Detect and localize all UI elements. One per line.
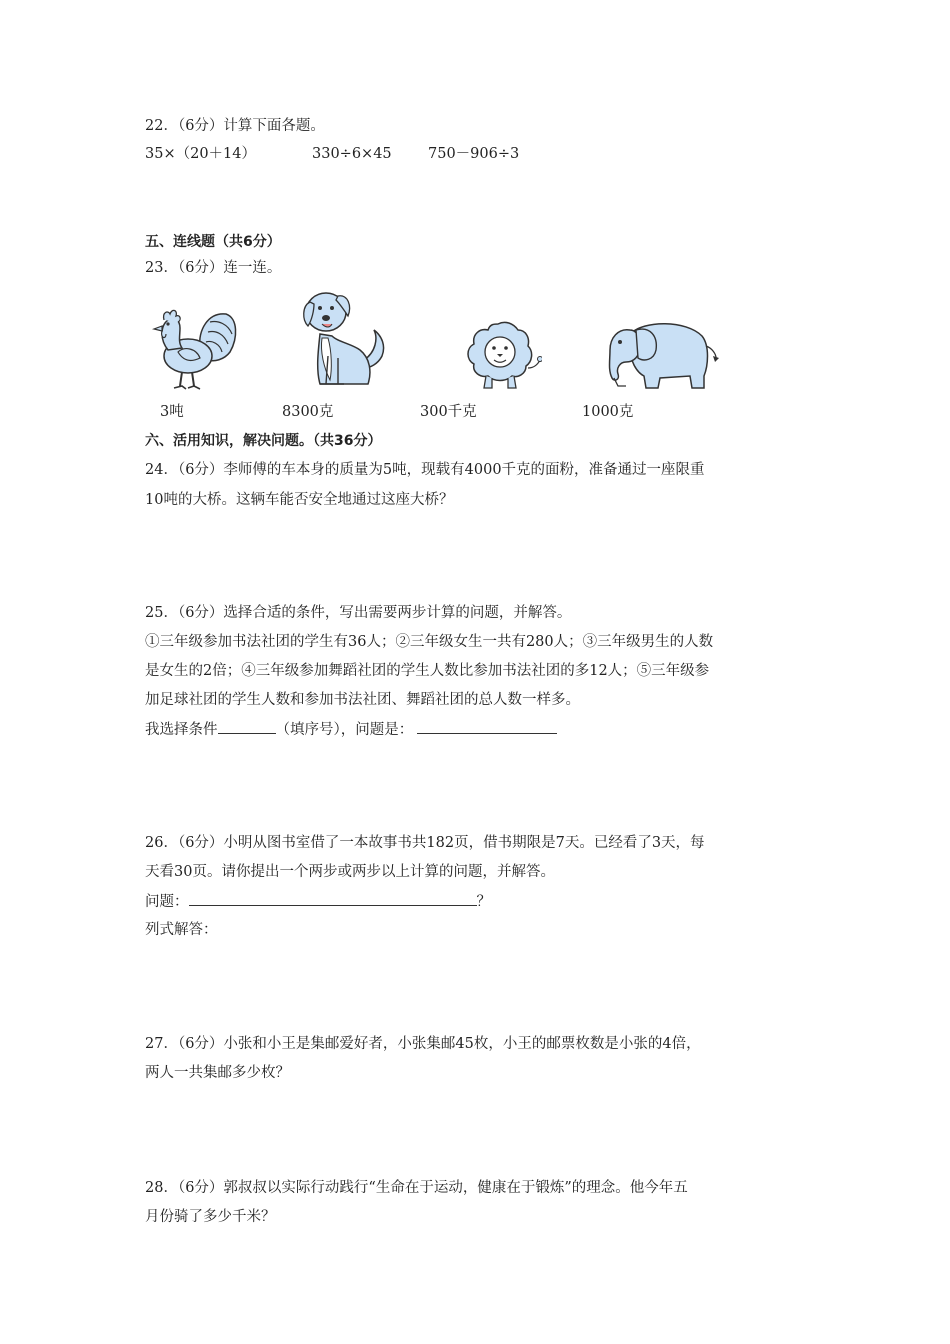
q26-question-line	[145, 891, 491, 912]
rooster-icon	[148, 300, 240, 394]
weight-option-1: 3吨	[160, 404, 184, 420]
q22-expression-2: 330÷6×45	[312, 146, 392, 162]
q22-title: 22．（6分）计算下面各题。	[145, 118, 325, 134]
q25-choose-prefix: 我选择条件	[145, 722, 218, 738]
q26-solve-label: 列式解答：	[145, 922, 218, 938]
q25-choose-middle: （填序号），问题是：	[275, 722, 414, 738]
q24-line-2: 10吨的大桥。这辆车能否安全地通过这座大桥？	[145, 492, 454, 508]
q25-line-3: 是女生的2倍；④三年级参加舞蹈社团的学生人数比参加书法社团的多12人；⑤三年级参	[145, 663, 710, 679]
q25-line-4: 加足球社团的学生人数和参加书法社团、舞蹈社团的总人数一样多。	[145, 692, 580, 708]
q28-line-2: 月份骑了多少千米？	[145, 1209, 276, 1225]
weight-option-2: 8300克	[282, 404, 334, 420]
q27-line-2: 两人一共集邮多少枚？	[145, 1065, 290, 1081]
dog-image	[298, 286, 396, 390]
section-6-heading: 六、活用知识，解决问题。（共36分）	[145, 433, 382, 449]
q24-line-1: 24．（6分）李师傅的车本身的质量为5吨，现载有4000千克的面粉，准备通过一座限重	[145, 462, 705, 478]
q25-line-2: ①三年级参加书法社团的学生有36人；②三年级女生一共有280人；③三年级男生的人数	[145, 634, 714, 650]
elephant-image	[600, 316, 722, 392]
weight-option-4: 1000克	[582, 404, 634, 420]
q28-line-1: 28．（6分）郭叔叔以实际行动践行“生命在于运动，健康在于锻炼”的理念。他今年五	[145, 1180, 688, 1196]
section-5-heading: 五、连线题（共6分）	[145, 234, 281, 250]
weight-option-3: 300千克	[420, 404, 477, 420]
dog-icon	[298, 286, 396, 390]
q26-question-end: ？	[476, 894, 491, 910]
lion-icon	[462, 320, 542, 392]
q26-line-2: 天看30页。请你提出一个两步或两步以上计算的问题，并解答。	[145, 864, 555, 880]
q22-expression-3: 750－906÷3	[428, 146, 520, 162]
rooster-image	[148, 300, 240, 394]
q26-line-1: 26．（6分）小明从图书室借了一本故事书共182页，借书期限是7天。已经看了3天，每	[145, 835, 705, 851]
q25-condition-blank[interactable]	[218, 719, 276, 734]
elephant-icon	[600, 316, 722, 392]
q26-question-label: 问题：	[145, 894, 189, 910]
q25-choose-line	[145, 719, 557, 740]
q25-line-1: 25．（6分）选择合适的条件，写出需要两步计算的问题，并解答。	[145, 605, 572, 621]
q26-question-blank[interactable]	[189, 891, 477, 906]
q22-expression-1: 35×（20＋14）	[145, 146, 257, 162]
q23-title: 23．（6分）连一连。	[145, 260, 282, 276]
q27-line-1: 27．（6分）小张和小王是集邮爱好者，小张集邮45枚，小王的邮票枚数是小张的4倍，	[145, 1036, 701, 1052]
lion-image	[462, 320, 542, 392]
q25-question-blank[interactable]	[417, 719, 557, 734]
